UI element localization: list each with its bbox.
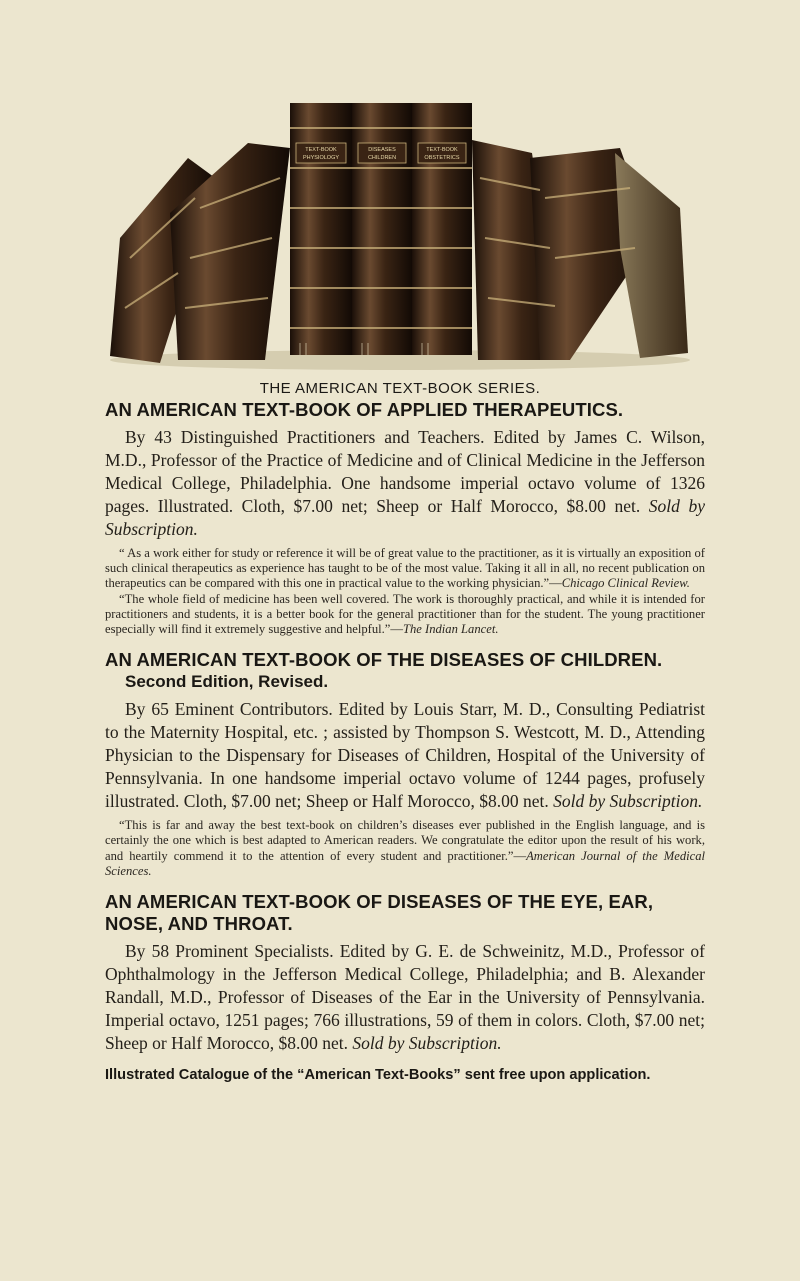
section-title: AN AMERICAN TEXT-BOOK OF DISEASES OF THE EYE, EAR, NOSE, AND THROAT. bbox=[105, 891, 654, 935]
books-drawing bbox=[100, 98, 700, 373]
section-body: By 43 Distinguished Practitioners and Teachers. Edited by James C. Wilson, M.D., Professor of the Practice of Medicine and of Clinical Medicine in the Jefferson Medical College, Philadelphia. One handsome imperial octavo volume of 1326 pages. Illustrated. Cloth, $7.00 net; Sheep or Half Morocco, $8.00 net. Sold by Subscription. bbox=[105, 427, 705, 539]
svg-text:TEXT-BOOK: TEXT-BOOK bbox=[426, 147, 458, 153]
section-title: AN AMERICAN TEXT-BOOK OF THE DISEASES OF CHILDREN. bbox=[105, 649, 663, 671]
figure-caption: THE AMERICAN TEXT-BOOK SERIES. bbox=[259, 380, 541, 397]
section-title: AN AMERICAN TEXT-BOOK OF APPLIED THERAPEUTICS. bbox=[105, 399, 624, 420]
review-quote: “This is far and away the best text-book on children’s diseases ever published in the English language, and is certainly the one which is best adapted to American readers. We congratulate the editor upon the result of his work, and heartily commend it to the attention of every student and practitioner.”—American Journal of the Medical Sciences. bbox=[105, 818, 705, 878]
section-subtitle: Second Edition, Revised. bbox=[125, 672, 329, 692]
section-body: By 65 Eminent Contributors. Edited by Louis Starr, M. D., Consulting Pediatrist to the Maternity Hospital, etc. ; assisted by Thompson S. Westcott, M. D., Attending Physician to the Dispensary for Diseases of Children, Hospital of the University of Pennsylvania. In one handsome imperial octavo volume of 1244 pages, profusely illustrated. Cloth, $7.00 net; Sheep or Half Morocco, $8.00 net. Sold by Subscription. bbox=[105, 699, 705, 812]
svg-text:OBSTETRICS: OBSTETRICS bbox=[424, 155, 460, 161]
section-body: By 58 Prominent Specialists. Edited by G. E. de Schweinitz, M.D., Professor of Ophthalmology in the Jefferson Medical College, Philadelphia; and B. Alexander Randall, M.D., Professor of Diseases of the Ear in the University of Pennsylvania. Imperial octavo, 1251 pages; 766 illustrations, 59 of them in colors. Cloth, $7.00 net; Sheep or Half Morocco, $8.00 net. Sold by Subscription. bbox=[105, 941, 705, 1054]
review-quote: “The whole field of medicine has been well covered. The work is thoroughly practical, and while it is intended for practitioners and students, it is a better book for the general practitioner than for the student. The young practitioner especially will find it extremely suggestive and helpful.”—The Indian Lancet. bbox=[105, 591, 705, 637]
svg-text:TEXT-BOOK: TEXT-BOOK bbox=[305, 147, 337, 153]
book-center-2 bbox=[352, 103, 412, 355]
book-center-1 bbox=[290, 103, 352, 355]
svg-text:DISEASES: DISEASES bbox=[368, 147, 396, 153]
review-quote: “ As a work either for study or reference it will be of great value to the practitioner, as it is virtually an exposition of such clinical therapeutics as experience has taught to be of the most value. Taking it all in all, no recent publication on therapeutics can be compared with this one in practical value to the working physician.”—Chicago Clinical Review. bbox=[105, 546, 705, 591]
svg-text:PHYSIOLOGY: PHYSIOLOGY bbox=[302, 155, 340, 161]
catalogue-footer-note: Illustrated Catalogue of the “American Text-Books” sent free upon application. bbox=[105, 1067, 651, 1084]
catalogue-content bbox=[105, 399, 705, 1083]
section-therapeutics bbox=[105, 399, 705, 637]
section-eye-ear bbox=[105, 891, 705, 1055]
book-right-outer bbox=[615, 153, 688, 358]
svg-text:CHILDREN: CHILDREN bbox=[367, 155, 397, 161]
section-diseases-children bbox=[105, 649, 705, 879]
book-center-3 bbox=[412, 103, 472, 355]
book-series-illustration bbox=[100, 98, 700, 373]
